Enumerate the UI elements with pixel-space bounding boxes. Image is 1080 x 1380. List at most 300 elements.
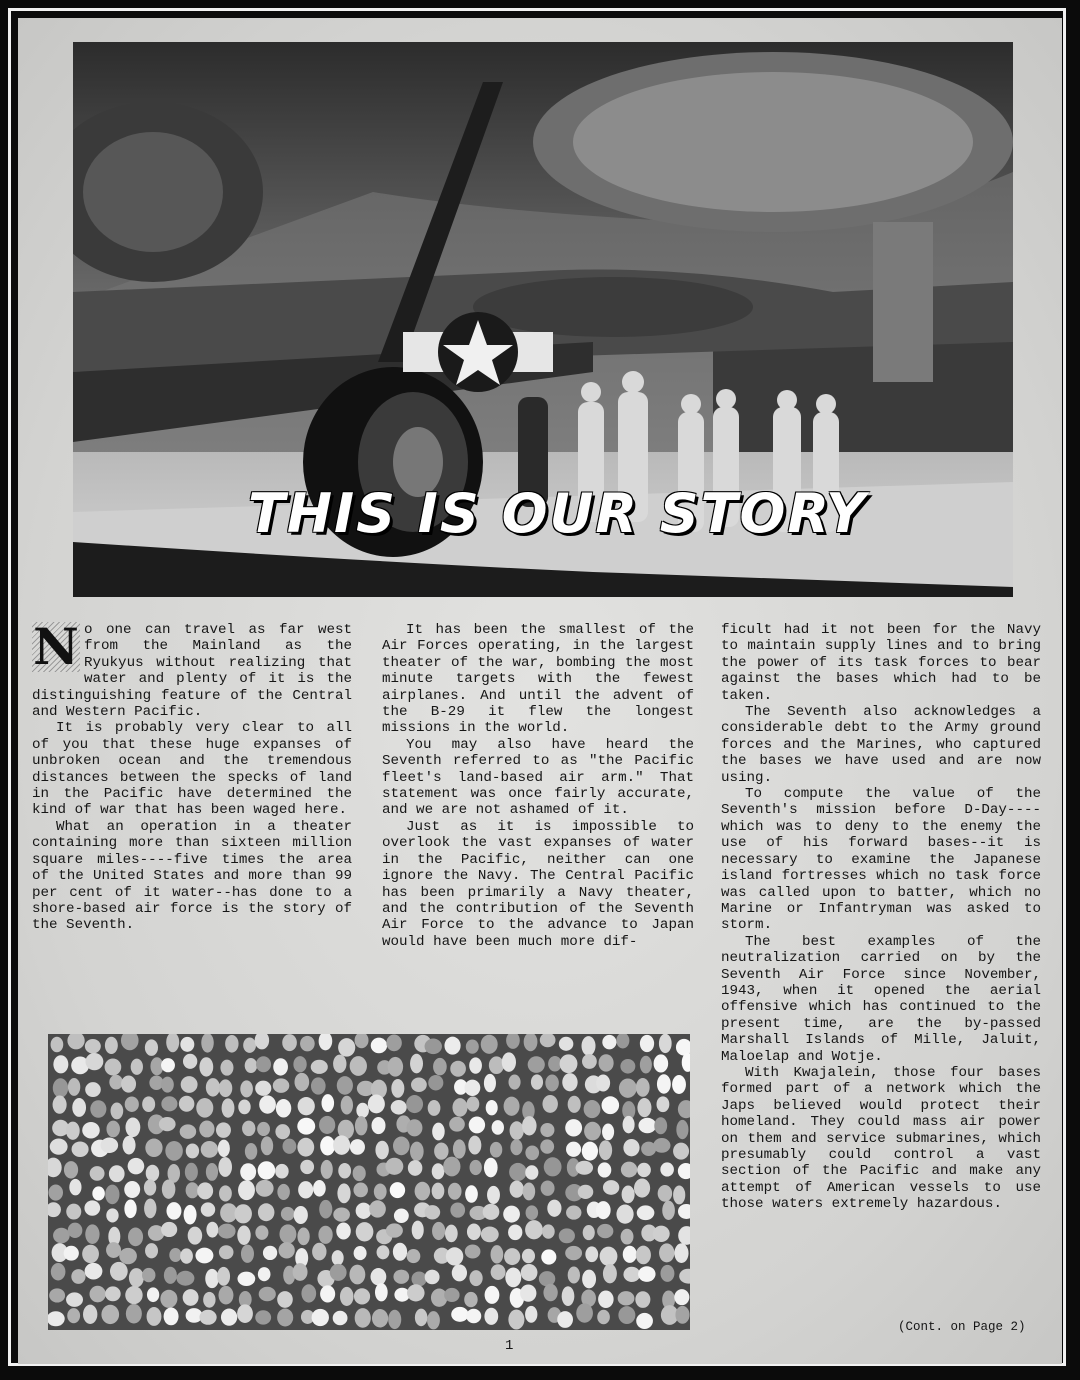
crowd-face xyxy=(320,1285,335,1302)
crowd-face xyxy=(82,1245,99,1263)
crowd-face xyxy=(245,1058,258,1073)
crowd-face xyxy=(369,1200,386,1217)
crowd-face xyxy=(184,1205,197,1225)
crowd-face xyxy=(160,1290,177,1308)
crowd-face xyxy=(220,1060,233,1076)
crowd-face xyxy=(598,1290,614,1308)
crowd-face xyxy=(407,1284,425,1301)
crowd-face xyxy=(640,1056,652,1074)
crowd-face xyxy=(144,1198,156,1218)
crowd-face xyxy=(338,1163,351,1179)
crowd-face xyxy=(371,1038,387,1054)
crowd-face xyxy=(105,1286,121,1301)
paragraph: With Kwajalein, those four bases formed part of a network which the Japs believed would protect their homeland. They could mass air power on them and service submarines, which presumably could control a vast section of the Pacific and make any attempt of American vessels to use those waters extremely hazardous. xyxy=(721,1064,1041,1213)
crowd-face xyxy=(623,1116,635,1133)
crowd-face xyxy=(484,1074,496,1092)
magazine-page xyxy=(18,18,1062,1364)
crowd-face xyxy=(50,1139,68,1155)
crowd-face xyxy=(481,1035,498,1054)
crowd-face xyxy=(427,1311,440,1329)
crowd-face xyxy=(391,1100,407,1115)
crowd-face xyxy=(407,1119,423,1136)
crowd-face xyxy=(390,1182,405,1198)
crowd-face xyxy=(319,1116,335,1134)
crowd-face xyxy=(164,1307,179,1325)
crowd-face xyxy=(312,1243,326,1261)
crowd-face xyxy=(161,1222,177,1237)
crowd-face xyxy=(237,1226,250,1245)
crowd-face xyxy=(53,1055,68,1073)
crowd-face xyxy=(349,1265,365,1285)
crowd-face xyxy=(66,1122,80,1140)
crowd-face xyxy=(432,1163,445,1179)
crowd-face xyxy=(49,1288,65,1302)
paragraph: The Seventh also acknowledges a considerable debt to the Army ground forces and the Marines, who captured the bases we have used and are now using. xyxy=(721,704,1041,786)
crowd-face xyxy=(444,1288,459,1302)
crowd-face xyxy=(199,1057,213,1076)
crowd-face xyxy=(85,1053,103,1070)
crowd-face xyxy=(525,1306,537,1323)
crowd-face xyxy=(147,1307,162,1326)
crowd-face xyxy=(432,1183,445,1200)
crowd-face xyxy=(465,1185,478,1203)
crowd-face xyxy=(90,1166,105,1181)
crowd-face xyxy=(465,1244,481,1258)
crowd-face xyxy=(656,1096,669,1112)
paragraph: You may also have heard the Seventh referred to as "the Pacific fleet's land-based air arm." That statement was once fairly accurate, and we are not ashamed of it. xyxy=(382,736,694,819)
crowd-face xyxy=(520,1285,536,1302)
crowd-face xyxy=(277,1309,293,1327)
crowd-face xyxy=(599,1140,612,1160)
crowd-face xyxy=(483,1204,500,1220)
crowd-face xyxy=(635,1291,650,1308)
crowd-face xyxy=(205,1269,219,1288)
crowd-face xyxy=(258,1161,276,1179)
crowd-face xyxy=(124,1199,136,1218)
crowd-face xyxy=(568,1096,581,1113)
crowd-face xyxy=(582,1270,596,1289)
crowd-face xyxy=(255,1081,271,1096)
crowd-face xyxy=(294,1073,309,1091)
crowd-face xyxy=(412,1221,424,1240)
crowd-face xyxy=(408,1160,423,1176)
crowd-face xyxy=(145,1243,158,1258)
crowd-face xyxy=(393,1243,407,1261)
crowd-face xyxy=(636,1246,651,1265)
crowd-face xyxy=(206,1222,218,1238)
crowd-face xyxy=(467,1096,480,1111)
crowd-face xyxy=(142,1096,155,1112)
crowd-face xyxy=(464,1080,480,1096)
crowd-face xyxy=(101,1305,119,1324)
crowd-face xyxy=(603,1180,619,1195)
crowd-face xyxy=(89,1286,105,1303)
crowd-face xyxy=(505,1267,521,1287)
crowd-face xyxy=(434,1142,448,1159)
crowd-face xyxy=(657,1074,671,1094)
crowd-face xyxy=(508,1224,522,1240)
crowd-face xyxy=(469,1270,482,1286)
crowd-face xyxy=(301,1284,316,1302)
crowd-face xyxy=(105,1037,118,1054)
crowd-face xyxy=(504,1097,520,1116)
crowd-face xyxy=(276,1099,291,1118)
crowd-face xyxy=(218,1157,232,1177)
crowd-face xyxy=(492,1120,504,1135)
crowd-face xyxy=(181,1076,198,1093)
headline: THIS IS OUR STORY xyxy=(248,482,868,545)
crowd-face xyxy=(257,1122,270,1136)
crowd-face xyxy=(449,1117,465,1132)
crowd-face xyxy=(616,1204,633,1223)
crowd-face xyxy=(356,1103,369,1118)
paragraph: It is probably very clear to all of you that these huge expanses of unbroken ocean and the tremendous distances between the specks of land in the Pacific have determined the kind of war that has been waged here. xyxy=(32,720,352,819)
crowd-face xyxy=(562,1073,577,1091)
crowd-face xyxy=(410,1142,424,1161)
crowd-face xyxy=(338,1038,355,1056)
crowd-face xyxy=(297,1228,309,1246)
crowd-face xyxy=(425,1039,442,1055)
crowd-face xyxy=(411,1271,426,1286)
crowd-face xyxy=(85,1039,101,1053)
drop-cap: N xyxy=(33,617,79,676)
crowd-face xyxy=(106,1121,120,1138)
crowd-face xyxy=(313,1180,326,1197)
crowd-face xyxy=(119,1248,137,1264)
crowd-face xyxy=(195,1248,213,1264)
crowd-face xyxy=(415,1182,431,1201)
crowd-face xyxy=(393,1270,409,1284)
crowd-face xyxy=(259,1095,276,1113)
crowd-face xyxy=(128,1158,145,1174)
crowd-face xyxy=(82,1122,100,1138)
crowd-face xyxy=(428,1075,443,1090)
crowd-face xyxy=(238,1180,255,1200)
crowd-face xyxy=(425,1270,440,1285)
crowd-face xyxy=(622,1186,635,1204)
crowd-face xyxy=(386,1223,403,1237)
crowd-face xyxy=(145,1139,162,1157)
crowd-face xyxy=(559,1037,573,1051)
crowd-face xyxy=(621,1229,634,1245)
paragraph: ficult had it not been for the Navy to maintain supply lines and to bring the power of its task forces to bear against the bases which had to be taken. xyxy=(721,622,1041,704)
crowd-face xyxy=(340,1287,354,1306)
crowd-face xyxy=(410,1054,423,1074)
crowd-face xyxy=(510,1121,524,1140)
crowd-face xyxy=(466,1040,479,1054)
crowd-face xyxy=(180,1037,194,1052)
crowd-face xyxy=(602,1124,614,1141)
crowd-face xyxy=(311,1060,328,1074)
crowd-face xyxy=(522,1249,535,1263)
crowd-face xyxy=(353,1165,366,1181)
crowd-face xyxy=(394,1209,409,1223)
crowd-face xyxy=(540,1123,554,1137)
crowd-face xyxy=(660,1265,674,1282)
crowd-face xyxy=(565,1119,582,1136)
crowd-face xyxy=(336,1222,351,1239)
crowd-face xyxy=(219,1079,233,1097)
crowd-face xyxy=(545,1075,559,1092)
crowd-face xyxy=(337,1076,353,1095)
paragraph: o one can travel as far west from the Mainland as the Ryukyus without realizing that water and plenty of it is the distinguishing feature of the Central and Western Pacific. xyxy=(32,622,352,721)
crowd-face xyxy=(238,1099,250,1114)
crowd-face xyxy=(332,1250,344,1266)
crowd-face xyxy=(53,1096,67,1114)
crowd-face xyxy=(68,1078,80,1096)
crowd-face xyxy=(602,1035,616,1049)
crowd-face xyxy=(162,1179,176,1198)
crowd-face xyxy=(216,1122,231,1137)
article-column-3 xyxy=(721,622,1041,1213)
crowd-face xyxy=(528,1056,545,1073)
crowd-face xyxy=(596,1075,610,1092)
crowd-face xyxy=(662,1201,675,1220)
crowd-face xyxy=(129,1268,144,1287)
crowd-face xyxy=(124,1181,140,1198)
crowd-face xyxy=(222,1098,235,1117)
crowd-face xyxy=(385,1158,403,1175)
crowd-face xyxy=(411,1077,427,1092)
crowd-face xyxy=(161,1096,177,1111)
crowd-face xyxy=(105,1185,119,1205)
crowd-face xyxy=(69,1179,81,1196)
crowd-face xyxy=(111,1103,124,1120)
crowd-face xyxy=(219,1245,234,1259)
crowd-face xyxy=(312,1309,329,1326)
crowd-face xyxy=(201,1141,218,1158)
crowd-face xyxy=(206,1078,220,1096)
crowd-face xyxy=(406,1095,423,1113)
crowd-face xyxy=(320,1136,335,1155)
crowd-face xyxy=(484,1158,498,1178)
crowd-face xyxy=(341,1096,353,1115)
crowd-face xyxy=(311,1077,326,1094)
crowd-face xyxy=(125,1096,139,1112)
crowd-face xyxy=(240,1163,256,1180)
crowd-face xyxy=(219,1185,232,1201)
crowd-face xyxy=(64,1246,79,1261)
crowd-face xyxy=(542,1224,555,1238)
crowd-face xyxy=(541,1181,555,1196)
crowd-face xyxy=(318,1226,332,1244)
crowd-face xyxy=(105,1058,122,1075)
crowd-face xyxy=(169,1248,181,1262)
crowd-face xyxy=(125,1286,142,1304)
crowd-face xyxy=(486,1100,498,1115)
crowd-face xyxy=(451,1307,468,1322)
crowd-face xyxy=(444,1037,460,1055)
crowd-face xyxy=(547,1200,561,1217)
crowd-face xyxy=(623,1246,637,1263)
crowd-face xyxy=(487,1186,500,1204)
crowd-face xyxy=(330,1264,347,1281)
crowd-face xyxy=(245,1143,257,1160)
crowd-face xyxy=(67,1308,80,1323)
crowd-face xyxy=(72,1142,89,1158)
crowd-face xyxy=(525,1165,538,1179)
crowd-face xyxy=(543,1284,557,1302)
crowd-face xyxy=(566,1142,581,1157)
crowd-face xyxy=(560,1054,578,1073)
crowd-face xyxy=(164,1267,177,1284)
crowd-face xyxy=(654,1117,667,1134)
crowd-face xyxy=(452,1098,467,1117)
crowd-face xyxy=(333,1055,346,1073)
crowd-photo-art xyxy=(48,1034,690,1330)
crowd-face xyxy=(66,1292,83,1306)
crowd-face xyxy=(675,1306,689,1324)
crowd-face xyxy=(584,1122,601,1141)
crowd-face xyxy=(623,1267,640,1282)
crowd-face xyxy=(542,1095,557,1113)
crowd-face xyxy=(297,1138,314,1157)
crowd-face xyxy=(673,1143,689,1160)
crowd-face xyxy=(565,1246,582,1260)
crowd-face xyxy=(72,1098,86,1117)
crowd-face xyxy=(261,1136,273,1155)
crowd-face xyxy=(196,1098,213,1118)
crowd-face xyxy=(582,1054,597,1069)
page-number: 1 xyxy=(505,1338,514,1354)
crowd-face xyxy=(225,1035,238,1053)
crowd-face xyxy=(598,1162,612,1177)
crowd-face xyxy=(470,1160,482,1175)
crowd-face xyxy=(354,1288,370,1304)
crowd-face xyxy=(445,1225,458,1243)
crowd-face xyxy=(277,1184,290,1200)
crowd-face xyxy=(504,1248,520,1265)
crowd-face xyxy=(393,1137,410,1156)
crowd-face xyxy=(450,1061,466,1077)
crowd-face xyxy=(333,1311,348,1325)
crowd-face xyxy=(674,1289,689,1305)
crowd-face xyxy=(259,1287,276,1302)
crowd-face xyxy=(433,1058,447,1076)
crowd-face xyxy=(525,1220,543,1239)
crowd-face xyxy=(491,1264,506,1280)
crowd-face xyxy=(584,1100,601,1118)
crowd-face xyxy=(176,1271,194,1286)
crowd-face xyxy=(279,1224,296,1243)
crowd-face xyxy=(388,1310,401,1329)
crowd-face xyxy=(372,1309,388,1327)
crowd-face xyxy=(85,1224,99,1244)
crowd-face xyxy=(481,1226,499,1242)
crowd-face xyxy=(452,1264,467,1281)
crowd-face xyxy=(197,1182,213,1199)
crowd-face xyxy=(654,1054,669,1072)
crowd-face xyxy=(322,1094,335,1112)
crowd-face xyxy=(199,1310,216,1325)
crowd-face xyxy=(125,1117,140,1137)
crowd-face xyxy=(201,1202,215,1216)
crowd-face xyxy=(510,1181,524,1198)
crowd-face xyxy=(319,1200,332,1219)
crowd-face xyxy=(636,1313,653,1329)
crowd-face xyxy=(388,1057,404,1077)
crowd-face xyxy=(350,1056,367,1076)
crowd-face xyxy=(131,1059,143,1075)
crowd-photo xyxy=(48,1034,690,1330)
crowd-face xyxy=(453,1139,466,1158)
crowd-face xyxy=(621,1162,637,1178)
crowd-face xyxy=(355,1116,368,1135)
crowd-face xyxy=(600,1247,618,1266)
crowd-face xyxy=(144,1179,156,1195)
crowd-face xyxy=(273,1058,288,1075)
crowd-face xyxy=(179,1096,195,1112)
crowd-face xyxy=(576,1303,593,1322)
crowd-face xyxy=(221,1309,237,1326)
crowd-face xyxy=(659,1034,672,1053)
crowd-face xyxy=(585,1246,598,1262)
crowd-face xyxy=(180,1248,193,1263)
crowd-face xyxy=(676,1120,688,1139)
paragraph: The best examples of the neutralization carried on by the Seventh Air Force since November, 1943, when it opened the aerial offensive which has continued to the present time, are the by-passed Marshall Islands of Mille, Jaluit, Maloelap and Wotje. xyxy=(721,933,1041,1065)
crowd-face xyxy=(241,1245,254,1263)
crowd-face xyxy=(531,1074,543,1089)
crowd-face xyxy=(576,1161,593,1175)
crowd-face xyxy=(123,1136,136,1155)
crowd-face xyxy=(237,1272,255,1286)
crowd-face xyxy=(559,1228,575,1243)
crowd-face xyxy=(275,1164,289,1179)
crowd-face xyxy=(110,1262,128,1281)
crowd-face xyxy=(101,1138,119,1153)
crowd-face xyxy=(218,1140,230,1157)
crowd-face xyxy=(237,1304,253,1323)
crowd-face xyxy=(48,1185,63,1201)
crowd-face xyxy=(602,1096,620,1114)
crowd-face xyxy=(658,1185,673,1202)
crowd-face xyxy=(300,1160,314,1174)
crowd-face xyxy=(186,1182,199,1198)
crowd-face xyxy=(374,1184,387,1200)
crowd-face xyxy=(432,1123,445,1141)
crowd-face xyxy=(618,1306,635,1324)
crowd-face xyxy=(283,1139,297,1154)
crowd-face xyxy=(180,1124,197,1139)
crowd-face xyxy=(372,1117,386,1134)
crowd-face xyxy=(653,1226,670,1242)
crowd-face xyxy=(185,1163,198,1181)
crowd-face xyxy=(484,1308,498,1325)
crowd-face xyxy=(243,1038,256,1053)
crowd-face xyxy=(277,1291,293,1308)
crowd-face xyxy=(166,1202,181,1219)
crowd-face xyxy=(183,1289,199,1306)
crowd-face xyxy=(282,1034,297,1051)
crowd-face xyxy=(407,1249,421,1263)
crowd-face xyxy=(432,1222,445,1240)
crowd-face xyxy=(566,1206,581,1220)
crowd-face xyxy=(583,1225,595,1240)
crowd-face xyxy=(337,1183,350,1203)
crowd-face xyxy=(562,1286,575,1306)
crowd-face xyxy=(464,1292,477,1307)
crowd-face xyxy=(219,1286,234,1305)
crowd-face xyxy=(618,1291,635,1305)
crowd-face xyxy=(356,1203,372,1219)
crowd-face xyxy=(674,1243,688,1263)
crowd-face xyxy=(428,1100,441,1116)
crowd-face xyxy=(603,1264,617,1284)
crowd-face xyxy=(354,1246,367,1260)
crowd-face xyxy=(53,1228,70,1244)
crowd-face xyxy=(386,1035,402,1052)
crowd-face xyxy=(128,1228,143,1247)
